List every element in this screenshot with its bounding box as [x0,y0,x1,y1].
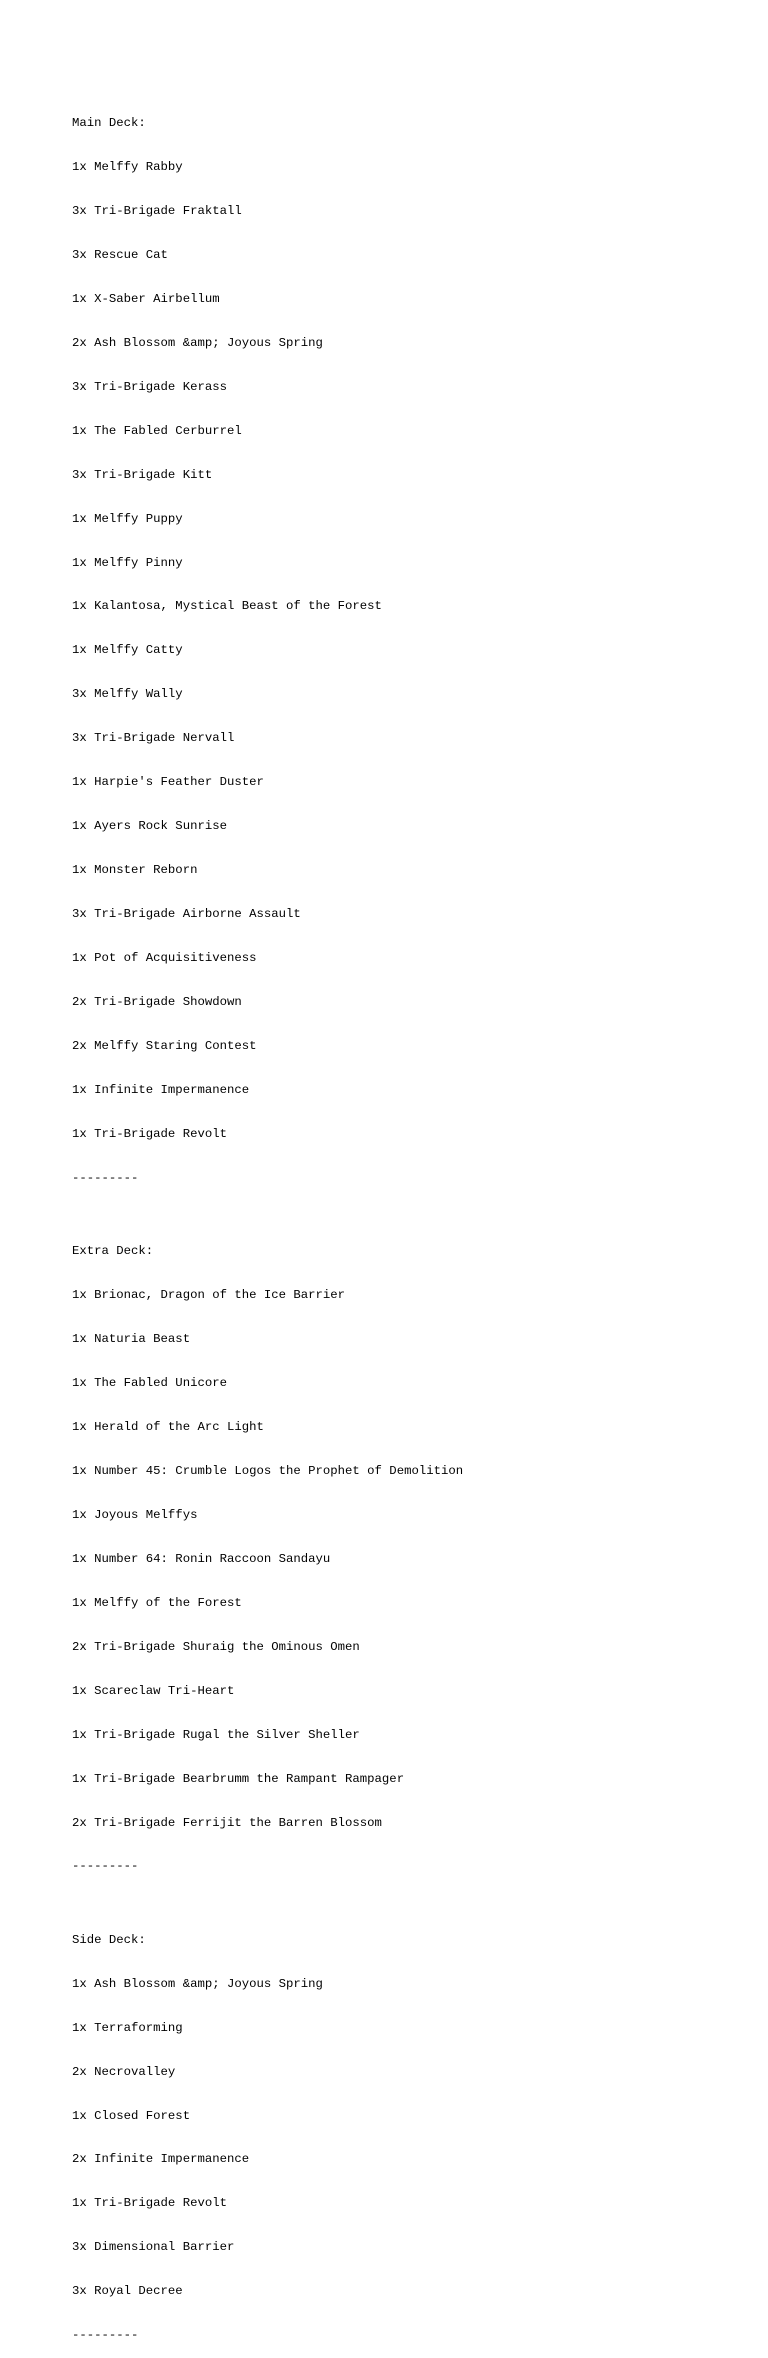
deck-entry: 3x Tri-Brigade Nervall [72,731,235,746]
deck-entry: 1x Terraforming [72,2020,183,2035]
deck-entry: 1x Naturia Beast [72,1332,191,1347]
deck-entry: 1x Melffy Pinny [72,555,183,570]
deck-entry: 1x Number 64: Ronin Raccoon Sandayu [72,1551,331,1566]
deck-entry: 1x Number 45: Crumble Logos the Prophet of Demolition [72,1463,464,1478]
deck-entry: 1x Melffy Catty [72,643,183,658]
deck-entry: 1x The Fabled Cerburrel [72,423,242,438]
deck-entry: 1x Monster Reborn [72,863,198,878]
section-heading-main-deck: Main Deck: [72,115,146,130]
deck-entry: 1x Ash Blossom &amp; Joyous Spring [72,1976,323,1991]
deck-entry: 2x Tri-Brigade Ferrijit the Barren Blossom [72,1815,382,1830]
deck-entry: 1x Tri-Brigade Revolt [72,1126,227,1141]
deck-entry: 1x The Fabled Unicore [72,1375,227,1390]
deck-entry: 2x Necrovalley [72,2064,176,2079]
deck-entry: 1x Scareclaw Tri-Heart [72,1683,235,1698]
deck-entry: 1x Pot of Acquisitiveness [72,951,257,966]
deck-entry: 3x Tri-Brigade Airborne Assault [72,907,301,922]
deck-entry: 1x Tri-Brigade Revolt [72,2196,227,2211]
deck-entry: 1x Kalantosa, Mystical Beast of the Forest [72,599,382,614]
deck-entry: 1x Ayers Rock Sunrise [72,819,227,834]
section-heading-side-deck: Side Deck: [72,1932,146,1947]
deck-entry: 1x X-Saber Airbellum [72,291,220,306]
deck-entry: 2x Tri-Brigade Showdown [72,995,242,1010]
deck-entry: 3x Melffy Wally [72,687,183,702]
deck-entry: 3x Rescue Cat [72,247,168,262]
deck-entry: 3x Tri-Brigade Fraktall [72,203,242,218]
deck-entry: 1x Melffy of the Forest [72,1595,242,1610]
deck-entry: 1x Melffy Puppy [72,511,183,526]
deck-entry: 2x Ash Blossom &amp; Joyous Spring [72,335,323,350]
section-divider: --------- [72,2328,139,2343]
deck-entry: 3x Tri-Brigade Kerass [72,379,227,394]
deck-entry: 2x Infinite Impermanence [72,2152,250,2167]
deck-entry: 1x Brionac, Dragon of the Ice Barrier [72,1288,346,1303]
deck-entry: 2x Melffy Staring Contest [72,1038,257,1053]
deck-entry: 1x Harpie's Feather Duster [72,775,264,790]
deck-entry: 1x Closed Forest [72,2108,191,2123]
deck-entry: 1x Tri-Brigade Rugal the Silver Sheller [72,1727,360,1742]
section-heading-extra-deck: Extra Deck: [72,1244,154,1259]
section-divider: --------- [72,1859,139,1874]
deck-entry: 1x Joyous Melffys [72,1507,198,1522]
deck-entry: 1x Infinite Impermanence [72,1082,250,1097]
deck-entry: 3x Royal Decree [72,2284,183,2299]
deck-entry: 2x Tri-Brigade Shuraig the Ominous Omen [72,1639,360,1654]
deck-entry: 1x Tri-Brigade Bearbrumm the Rampant Rampager [72,1771,405,1786]
deck-entry: 1x Herald of the Arc Light [72,1419,264,1434]
deck-entry: 3x Dimensional Barrier [72,2240,235,2255]
decklist-document [72,72,752,2358]
deck-entry: 1x Melffy Rabby [72,159,183,174]
section-divider: --------- [72,1170,139,1185]
deck-entry: 3x Tri-Brigade Kitt [72,467,213,482]
